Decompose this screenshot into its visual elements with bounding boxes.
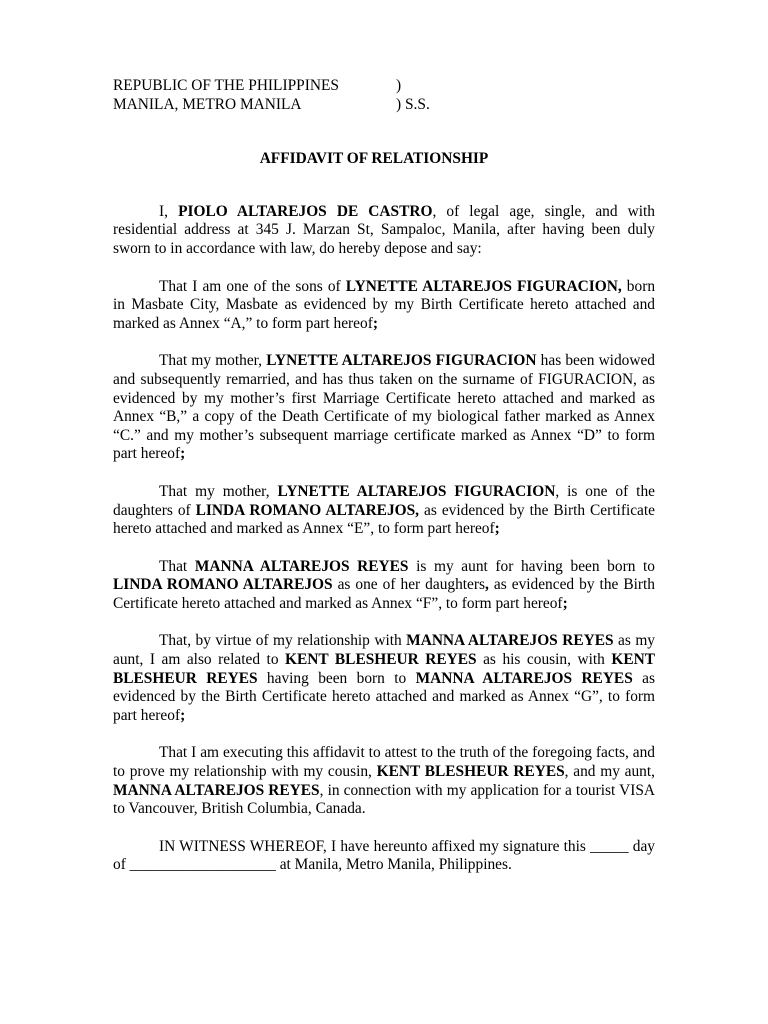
text-run: That [159, 557, 195, 575]
bold-text-run: LINDA ROMANO ALTAREJOS [113, 576, 333, 594]
bold-text-run: MANNA ALTAREJOS REYES [406, 632, 614, 650]
caption-bracket: ) [396, 77, 402, 94]
bold-text-run: KENT BLESHEUR REYES [113, 651, 655, 687]
caption-line-manila [113, 96, 655, 115]
text-run: is my aunt for having been born to [408, 557, 655, 575]
bold-text-run: LYNETTE ALTAREJOS FIGURACION, [345, 277, 622, 295]
bold-text-run: , [485, 576, 489, 594]
text-run: as one of her daughters [332, 576, 486, 594]
caption-line-republic [113, 77, 655, 96]
bold-text-run: MANNA ALTAREJOS REYES [113, 781, 320, 799]
bold-text-run: LYNETTE ALTAREJOS FIGURACION [277, 482, 556, 500]
caption-ss-marker: ) S.S. [396, 95, 430, 113]
text-run: as evidenced by the Birth Certificate hereto attached and marked as Annex “E”, to form part hereof [113, 501, 655, 538]
paragraph-cousin-relationship [113, 632, 655, 725]
bold-text-run: ; [494, 520, 500, 538]
paragraph-witness-whereof [113, 838, 655, 875]
text-run: IN WITNESS WHEREOF, I have hereunto affixed my signature this _____ day of ___________________ at Manila, Metro Manila, Philippines. [113, 837, 655, 874]
text-run: That my mother, [159, 352, 267, 370]
bold-text-run: ; [562, 594, 568, 612]
text-run: That I am one of the sons of [159, 277, 346, 295]
affidavit-body [113, 203, 655, 875]
caption-jurisdiction: REPUBLIC OF THE PHILIPPINES [113, 77, 339, 94]
caption-venue: MANILA, METRO MANILA [113, 95, 302, 113]
bold-text-run: LYNETTE ALTAREJOS FIGURACION [266, 352, 537, 370]
paragraph-mother-daughter-of-linda [113, 483, 655, 539]
bold-text-run: KENT BLESHEUR REYES [285, 651, 477, 669]
bold-text-run: PIOLO ALTAREJOS DE CASTRO [178, 202, 433, 220]
bold-text-run: MANNA ALTAREJOS REYES [415, 669, 633, 687]
text-run: as his cousin, with [476, 651, 612, 669]
text-run: has been widowed and subsequently remarried, and has thus taken on the surname of FIGURACION, as evidenced by my mother’s first Marriage Certificate hereto attached and marked as Annex “B,” a copy of the Death Certificate of my biological father marked as Annex “C.” and my mother’s subsequent marriage certificate marked as Annex “D” to form part hereof [113, 352, 655, 463]
text-run: That, by virtue of my relationship with [159, 632, 407, 650]
document-title: AFFIDAVIT OF RELATIONSHIP [259, 150, 489, 168]
bold-text-run: ; [180, 445, 186, 463]
bold-text-run: KENT BLESHEUR REYES [376, 763, 565, 781]
bold-text-run: ; [180, 706, 186, 724]
text-run: as my aunt, I am also related to [113, 632, 655, 669]
text-run: , is one of the daughters of [113, 482, 655, 519]
text-run: , and my aunt, [564, 763, 655, 781]
paragraph-purpose [113, 744, 655, 818]
text-run: That I am executing this affidavit to attest to the truth of the foregoing facts, and to prove my relationship with my cousin, [113, 744, 655, 781]
text-run: , in connection with my application for a tourist VISA to Vancouver, British Columbia, Canada. [113, 781, 655, 818]
paragraph-son-of-mother [113, 278, 655, 334]
text-run: That my mother, [159, 482, 278, 500]
bold-text-run: ; [372, 314, 378, 332]
text-run: born in Masbate City, Masbate as evidenced by my Birth Certificate hereto attached and marked as Annex “A,” to form part hereof [113, 277, 656, 332]
text-run: , of legal age, single, and with residential address at 345 J. Marzan St, Sampaloc, Manila, after having been duly sworn to in accordance with law, do hereby depose and say: [113, 202, 655, 257]
text-run: having been born to [257, 669, 416, 687]
paragraph-mother-remarried [113, 352, 655, 464]
paragraph-affiant-intro [113, 203, 655, 259]
bold-text-run: MANNA ALTAREJOS REYES [194, 557, 409, 575]
bold-text-run: LINDA ROMANO ALTAREJOS, [195, 501, 420, 519]
paragraph-aunt-relationship [113, 558, 655, 614]
text-run: I, [159, 202, 179, 220]
text-run: as evidenced by the Birth Certificate hereto attached and marked as Annex “F”, to form part hereof [113, 576, 655, 612]
affidavit-document [113, 77, 655, 875]
text-run: as evidenced by the Birth Certificate hereto attached and marked as Annex “G”, to form part hereof [113, 669, 655, 724]
